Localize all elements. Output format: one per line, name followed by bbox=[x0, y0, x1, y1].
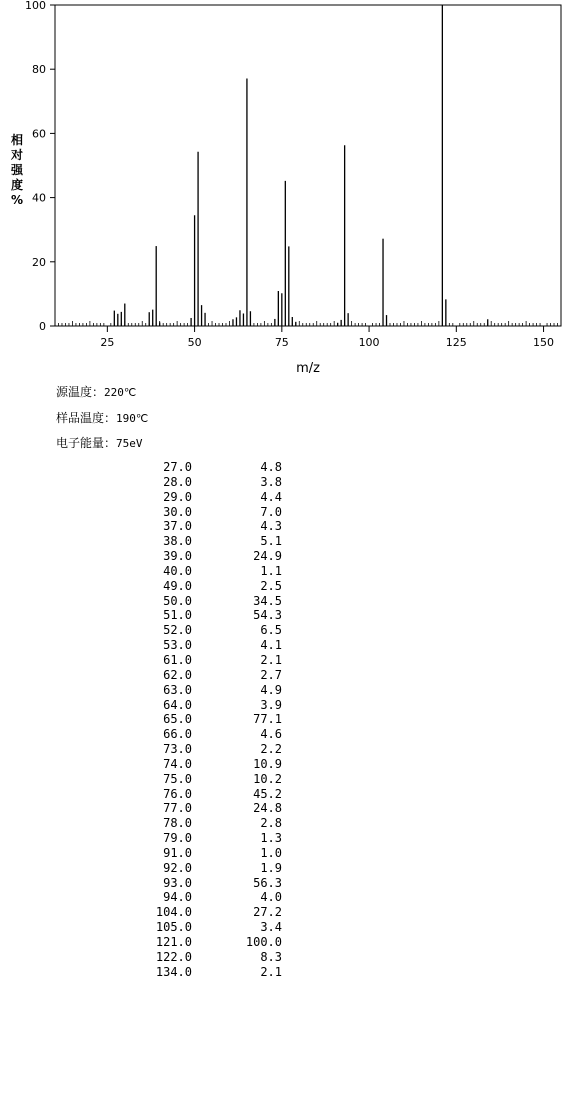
mz-value: 76.0 bbox=[163, 786, 192, 801]
x-tick-label: 125 bbox=[445, 336, 467, 349]
intensity-value: 1.9 bbox=[260, 860, 282, 875]
table-row bbox=[120, 846, 282, 861]
y-axis-label-char: 度 bbox=[10, 178, 24, 192]
mz-value: 122.0 bbox=[155, 949, 192, 964]
table-row bbox=[120, 742, 282, 757]
sample-temperature-label: 样品温度： bbox=[56, 411, 117, 425]
table-row bbox=[120, 727, 282, 742]
y-axis-label bbox=[10, 132, 24, 207]
mz-value: 105.0 bbox=[155, 920, 192, 935]
mz-value: 92.0 bbox=[163, 860, 192, 875]
y-tick-label: 40 bbox=[32, 191, 46, 205]
table-row bbox=[120, 653, 282, 668]
intensity-value: 2.1 bbox=[260, 652, 282, 667]
x-axis-label: m/z bbox=[296, 361, 320, 376]
y-axis-label-char: % bbox=[10, 193, 24, 207]
y-axis bbox=[25, 0, 55, 333]
x-tick-label: 50 bbox=[187, 336, 202, 349]
mz-value: 66.0 bbox=[163, 727, 192, 742]
intensity-value: 2.5 bbox=[260, 578, 282, 593]
mz-value: 30.0 bbox=[163, 504, 192, 519]
table-row bbox=[120, 490, 282, 505]
mz-value: 78.0 bbox=[163, 816, 192, 831]
intensity-value: 4.3 bbox=[260, 519, 282, 534]
table-row bbox=[120, 683, 282, 698]
x-tick-label: 100 bbox=[358, 336, 380, 349]
mz-value: 63.0 bbox=[163, 682, 192, 697]
mz-value: 50.0 bbox=[163, 593, 192, 608]
mz-value: 73.0 bbox=[163, 742, 192, 757]
sample-temperature-value: 190℃ bbox=[116, 412, 149, 425]
intensity-value: 4.6 bbox=[260, 727, 282, 742]
y-tick-label: 60 bbox=[32, 127, 46, 141]
table-row bbox=[120, 801, 282, 816]
x-tick-label: 75 bbox=[274, 336, 289, 349]
source-temperature-label: 源温度： bbox=[56, 385, 105, 399]
intensity-value: 1.3 bbox=[260, 831, 282, 846]
intensity-value: 3.8 bbox=[260, 474, 282, 489]
table-row bbox=[120, 920, 282, 935]
table-row bbox=[120, 816, 282, 831]
source-temperature-value: 220℃ bbox=[104, 386, 137, 399]
y-tick-label: 100 bbox=[25, 0, 46, 12]
mz-value: 61.0 bbox=[163, 652, 192, 667]
intensity-value: 45.2 bbox=[253, 786, 282, 801]
intensity-value: 3.4 bbox=[260, 920, 282, 935]
table-row bbox=[120, 876, 282, 891]
mz-value: 65.0 bbox=[163, 712, 192, 727]
intensity-value: 10.9 bbox=[253, 756, 282, 771]
mz-value: 29.0 bbox=[163, 489, 192, 504]
table-row bbox=[120, 594, 282, 609]
table-row bbox=[120, 505, 282, 520]
table-row bbox=[120, 475, 282, 490]
x-tick-label: 150 bbox=[533, 336, 555, 349]
y-axis-label-char: 对 bbox=[10, 148, 24, 162]
table-row bbox=[120, 831, 282, 846]
mz-value: 91.0 bbox=[163, 845, 192, 860]
mz-value: 94.0 bbox=[163, 890, 192, 905]
table-row bbox=[120, 905, 282, 920]
y-tick-label: 80 bbox=[32, 63, 46, 77]
table-row bbox=[120, 534, 282, 549]
intensity-value: 24.9 bbox=[253, 549, 282, 564]
mz-value: 37.0 bbox=[163, 519, 192, 534]
mz-value: 52.0 bbox=[163, 623, 192, 638]
table-row bbox=[120, 935, 282, 950]
table-row bbox=[120, 890, 282, 905]
table-row bbox=[120, 712, 282, 727]
x-tick-label: 25 bbox=[100, 336, 115, 349]
mz-value: 53.0 bbox=[163, 638, 192, 653]
intensity-value: 6.5 bbox=[260, 623, 282, 638]
intensity-value: 8.3 bbox=[260, 949, 282, 964]
mz-value: 28.0 bbox=[163, 474, 192, 489]
intensity-value: 2.2 bbox=[260, 742, 282, 757]
mz-value: 38.0 bbox=[163, 534, 192, 549]
intensity-value: 54.3 bbox=[253, 608, 282, 623]
table-row bbox=[120, 460, 282, 475]
mz-value: 74.0 bbox=[163, 756, 192, 771]
y-tick-label: 20 bbox=[32, 255, 46, 269]
electron-energy-label: 电子能量： bbox=[56, 436, 117, 450]
intensity-value: 2.7 bbox=[260, 667, 282, 682]
mz-value: 27.0 bbox=[163, 460, 192, 474]
spectrum-peaks bbox=[114, 5, 487, 326]
x-minor-ticks bbox=[55, 321, 561, 326]
table-row bbox=[120, 668, 282, 683]
table-row bbox=[120, 757, 282, 772]
table-row bbox=[120, 549, 282, 564]
intensity-value: 1.1 bbox=[260, 563, 282, 578]
mz-value: 121.0 bbox=[155, 935, 192, 949]
intensity-value: 2.1 bbox=[260, 964, 282, 979]
table-row bbox=[120, 772, 282, 787]
intensity-value: 4.1 bbox=[260, 638, 282, 653]
intensity-value: 24.8 bbox=[253, 801, 282, 816]
sample-temperature bbox=[56, 410, 148, 427]
intensity-value: 100.0 bbox=[245, 935, 282, 949]
mz-value: 39.0 bbox=[163, 549, 192, 564]
y-axis-label-char: 相 bbox=[10, 133, 24, 147]
table-row bbox=[120, 608, 282, 623]
source-temperature bbox=[56, 384, 136, 401]
intensity-value: 56.3 bbox=[253, 875, 282, 890]
intensity-value: 4.4 bbox=[260, 489, 282, 504]
y-axis-label-char: 强 bbox=[10, 163, 24, 177]
electron-energy bbox=[56, 435, 143, 452]
plot-frame bbox=[55, 5, 561, 326]
mz-value: 51.0 bbox=[163, 608, 192, 623]
intensity-value: 3.9 bbox=[260, 697, 282, 712]
intensity-value: 4.0 bbox=[260, 890, 282, 905]
intensity-value: 7.0 bbox=[260, 504, 282, 519]
table-row bbox=[120, 623, 282, 638]
intensity-value: 5.1 bbox=[260, 534, 282, 549]
mz-value: 93.0 bbox=[163, 875, 192, 890]
y-tick-label: 0 bbox=[39, 320, 46, 333]
electron-energy-value: 75eV bbox=[116, 437, 143, 450]
intensity-value: 34.5 bbox=[253, 593, 282, 608]
mz-value: 77.0 bbox=[163, 801, 192, 816]
mz-value: 134.0 bbox=[155, 964, 192, 979]
intensity-value: 77.1 bbox=[253, 712, 282, 727]
mz-value: 64.0 bbox=[163, 697, 192, 712]
intensity-value: 27.2 bbox=[253, 905, 282, 920]
mz-value: 40.0 bbox=[163, 563, 192, 578]
intensity-value: 10.2 bbox=[253, 771, 282, 786]
table-row bbox=[120, 698, 282, 713]
table-row bbox=[120, 579, 282, 594]
mass-spectrum-chart bbox=[0, 0, 570, 380]
x-axis bbox=[100, 326, 554, 349]
intensity-value: 1.0 bbox=[260, 845, 282, 860]
intensity-value: 4.8 bbox=[260, 460, 282, 474]
table-row bbox=[120, 564, 282, 579]
table-row bbox=[120, 787, 282, 802]
table-row bbox=[120, 519, 282, 534]
mz-value: 49.0 bbox=[163, 578, 192, 593]
peak-table bbox=[120, 460, 282, 980]
intensity-value: 4.9 bbox=[260, 682, 282, 697]
intensity-value: 2.8 bbox=[260, 816, 282, 831]
table-row bbox=[120, 638, 282, 653]
table-row bbox=[120, 861, 282, 876]
table-row bbox=[120, 950, 282, 965]
mz-value: 104.0 bbox=[155, 905, 192, 920]
mz-value: 75.0 bbox=[163, 771, 192, 786]
mz-value: 79.0 bbox=[163, 831, 192, 846]
table-row bbox=[120, 965, 282, 980]
mz-value: 62.0 bbox=[163, 667, 192, 682]
